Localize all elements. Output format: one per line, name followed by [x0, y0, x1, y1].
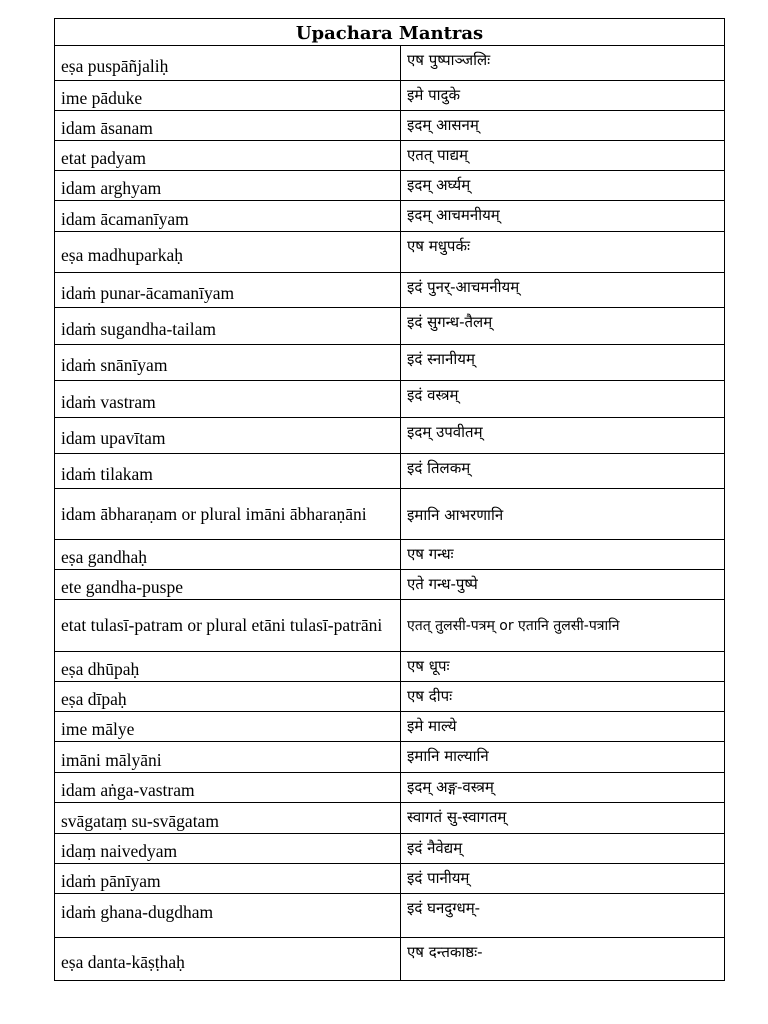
devanagari-mantra: एष मधुपर्कः — [401, 232, 725, 273]
devanagari-mantra: एष धूपः — [401, 652, 725, 682]
roman-mantra: idam āsanam — [55, 111, 401, 141]
table-row — [55, 540, 725, 570]
roman-mantra: eṣa dhūpaḥ — [55, 652, 401, 682]
roman-mantra: idam aṅga-vastram — [55, 773, 401, 803]
table-row — [55, 46, 725, 81]
table-row — [55, 652, 725, 682]
roman-mantra: idaṁ punar-ācamanīyam — [55, 273, 401, 308]
devanagari-mantra: इमे पादुके — [401, 81, 725, 111]
devanagari-mantra: इदं नैवेद्यम् — [401, 834, 725, 864]
table-row — [55, 894, 725, 938]
devanagari-mantra: एतत् पाद्यम् — [401, 141, 725, 171]
devanagari-mantra: एष दन्तकाष्ठः- — [401, 938, 725, 981]
devanagari-mantra: इमानि आभरणानि — [401, 489, 725, 540]
devanagari-mantra: इमानि माल्यानि — [401, 742, 725, 773]
devanagari-mantra: इदम् उपवीतम् — [401, 418, 725, 454]
table-row — [55, 141, 725, 171]
table-row — [55, 345, 725, 381]
table-title: Upachara Mantras — [55, 19, 725, 46]
devanagari-mantra: इदम् अर्घ्यम् — [401, 171, 725, 201]
table-row — [55, 232, 725, 273]
table-row — [55, 381, 725, 418]
devanagari-mantra: एष दीपः — [401, 682, 725, 712]
roman-mantra: idaṁ ghana-dugdham — [55, 894, 401, 938]
roman-mantra: idaṁ pānīyam — [55, 864, 401, 894]
table-row — [55, 600, 725, 652]
devanagari-mantra: इदं घनदुग्धम्- — [401, 894, 725, 938]
devanagari-mantra: इदम् आसनम् — [401, 111, 725, 141]
devanagari-mantra: एष गन्धः — [401, 540, 725, 570]
devanagari-mantra: इदं स्नानीयम् — [401, 345, 725, 381]
roman-mantra: eṣa puspāñjaliḥ — [55, 46, 401, 81]
table-row — [55, 418, 725, 454]
roman-mantra: etat tulasī-patram or plural etāni tulasī-patrāni — [55, 600, 401, 652]
table-row — [55, 834, 725, 864]
devanagari-mantra: इदम् आचमनीयम् — [401, 201, 725, 232]
devanagari-mantra: इदम् अङ्ग-वस्त्रम् — [401, 773, 725, 803]
table-row — [55, 171, 725, 201]
devanagari-mantra: एते गन्ध-पुष्पे — [401, 570, 725, 600]
table-title-row — [55, 19, 725, 46]
table-row — [55, 308, 725, 345]
roman-mantra: imāni mālyāni — [55, 742, 401, 773]
table-row — [55, 489, 725, 540]
table-row — [55, 201, 725, 232]
roman-mantra: idam upavītam — [55, 418, 401, 454]
devanagari-mantra: इदं सुगन्ध-तैलम् — [401, 308, 725, 345]
upachara-mantras-table — [54, 18, 725, 981]
table-row — [55, 773, 725, 803]
table-row — [55, 712, 725, 742]
table-row — [55, 938, 725, 981]
table-row — [55, 81, 725, 111]
roman-mantra: etat padyam — [55, 141, 401, 171]
roman-mantra: idaṁ snānīyam — [55, 345, 401, 381]
table-row — [55, 570, 725, 600]
devanagari-mantra: स्वागतं सु-स्वागतम् — [401, 803, 725, 834]
roman-mantra: idam arghyam — [55, 171, 401, 201]
roman-mantra: ete gandha-puspe — [55, 570, 401, 600]
devanagari-mantra: इदं तिलकम् — [401, 454, 725, 489]
table-row — [55, 682, 725, 712]
devanagari-mantra: इदं वस्त्रम् — [401, 381, 725, 418]
table-row — [55, 742, 725, 773]
roman-mantra: idaṃ naivedyam — [55, 834, 401, 864]
devanagari-mantra: एष पुष्पाञ्जलिः — [401, 46, 725, 81]
roman-mantra: ime mālye — [55, 712, 401, 742]
devanagari-mantra: एतत् तुलसी-पत्रम् or एतानि तुलसी-पत्रानि — [401, 600, 725, 652]
roman-mantra: ime pāduke — [55, 81, 401, 111]
table-row — [55, 454, 725, 489]
roman-mantra: idaṁ sugandha-tailam — [55, 308, 401, 345]
table-row — [55, 803, 725, 834]
roman-mantra: idam ācamanīyam — [55, 201, 401, 232]
table-row — [55, 864, 725, 894]
roman-mantra: idaṁ vastram — [55, 381, 401, 418]
roman-mantra: eṣa madhuparkaḥ — [55, 232, 401, 273]
roman-mantra: eṣa gandhaḥ — [55, 540, 401, 570]
devanagari-mantra: इदं पानीयम् — [401, 864, 725, 894]
devanagari-mantra: इदं पुनर्-आचमनीयम् — [401, 273, 725, 308]
roman-mantra: idaṁ tilakam — [55, 454, 401, 489]
roman-mantra: eṣa danta-kāṣṭhaḥ — [55, 938, 401, 981]
roman-mantra: idam ābharaṇam or plural imāni ābharaṇāni — [55, 489, 401, 540]
roman-mantra: eṣa dīpaḥ — [55, 682, 401, 712]
table-row — [55, 273, 725, 308]
devanagari-mantra: इमे माल्ये — [401, 712, 725, 742]
table-row — [55, 111, 725, 141]
roman-mantra: svāgataṃ su-svāgatam — [55, 803, 401, 834]
